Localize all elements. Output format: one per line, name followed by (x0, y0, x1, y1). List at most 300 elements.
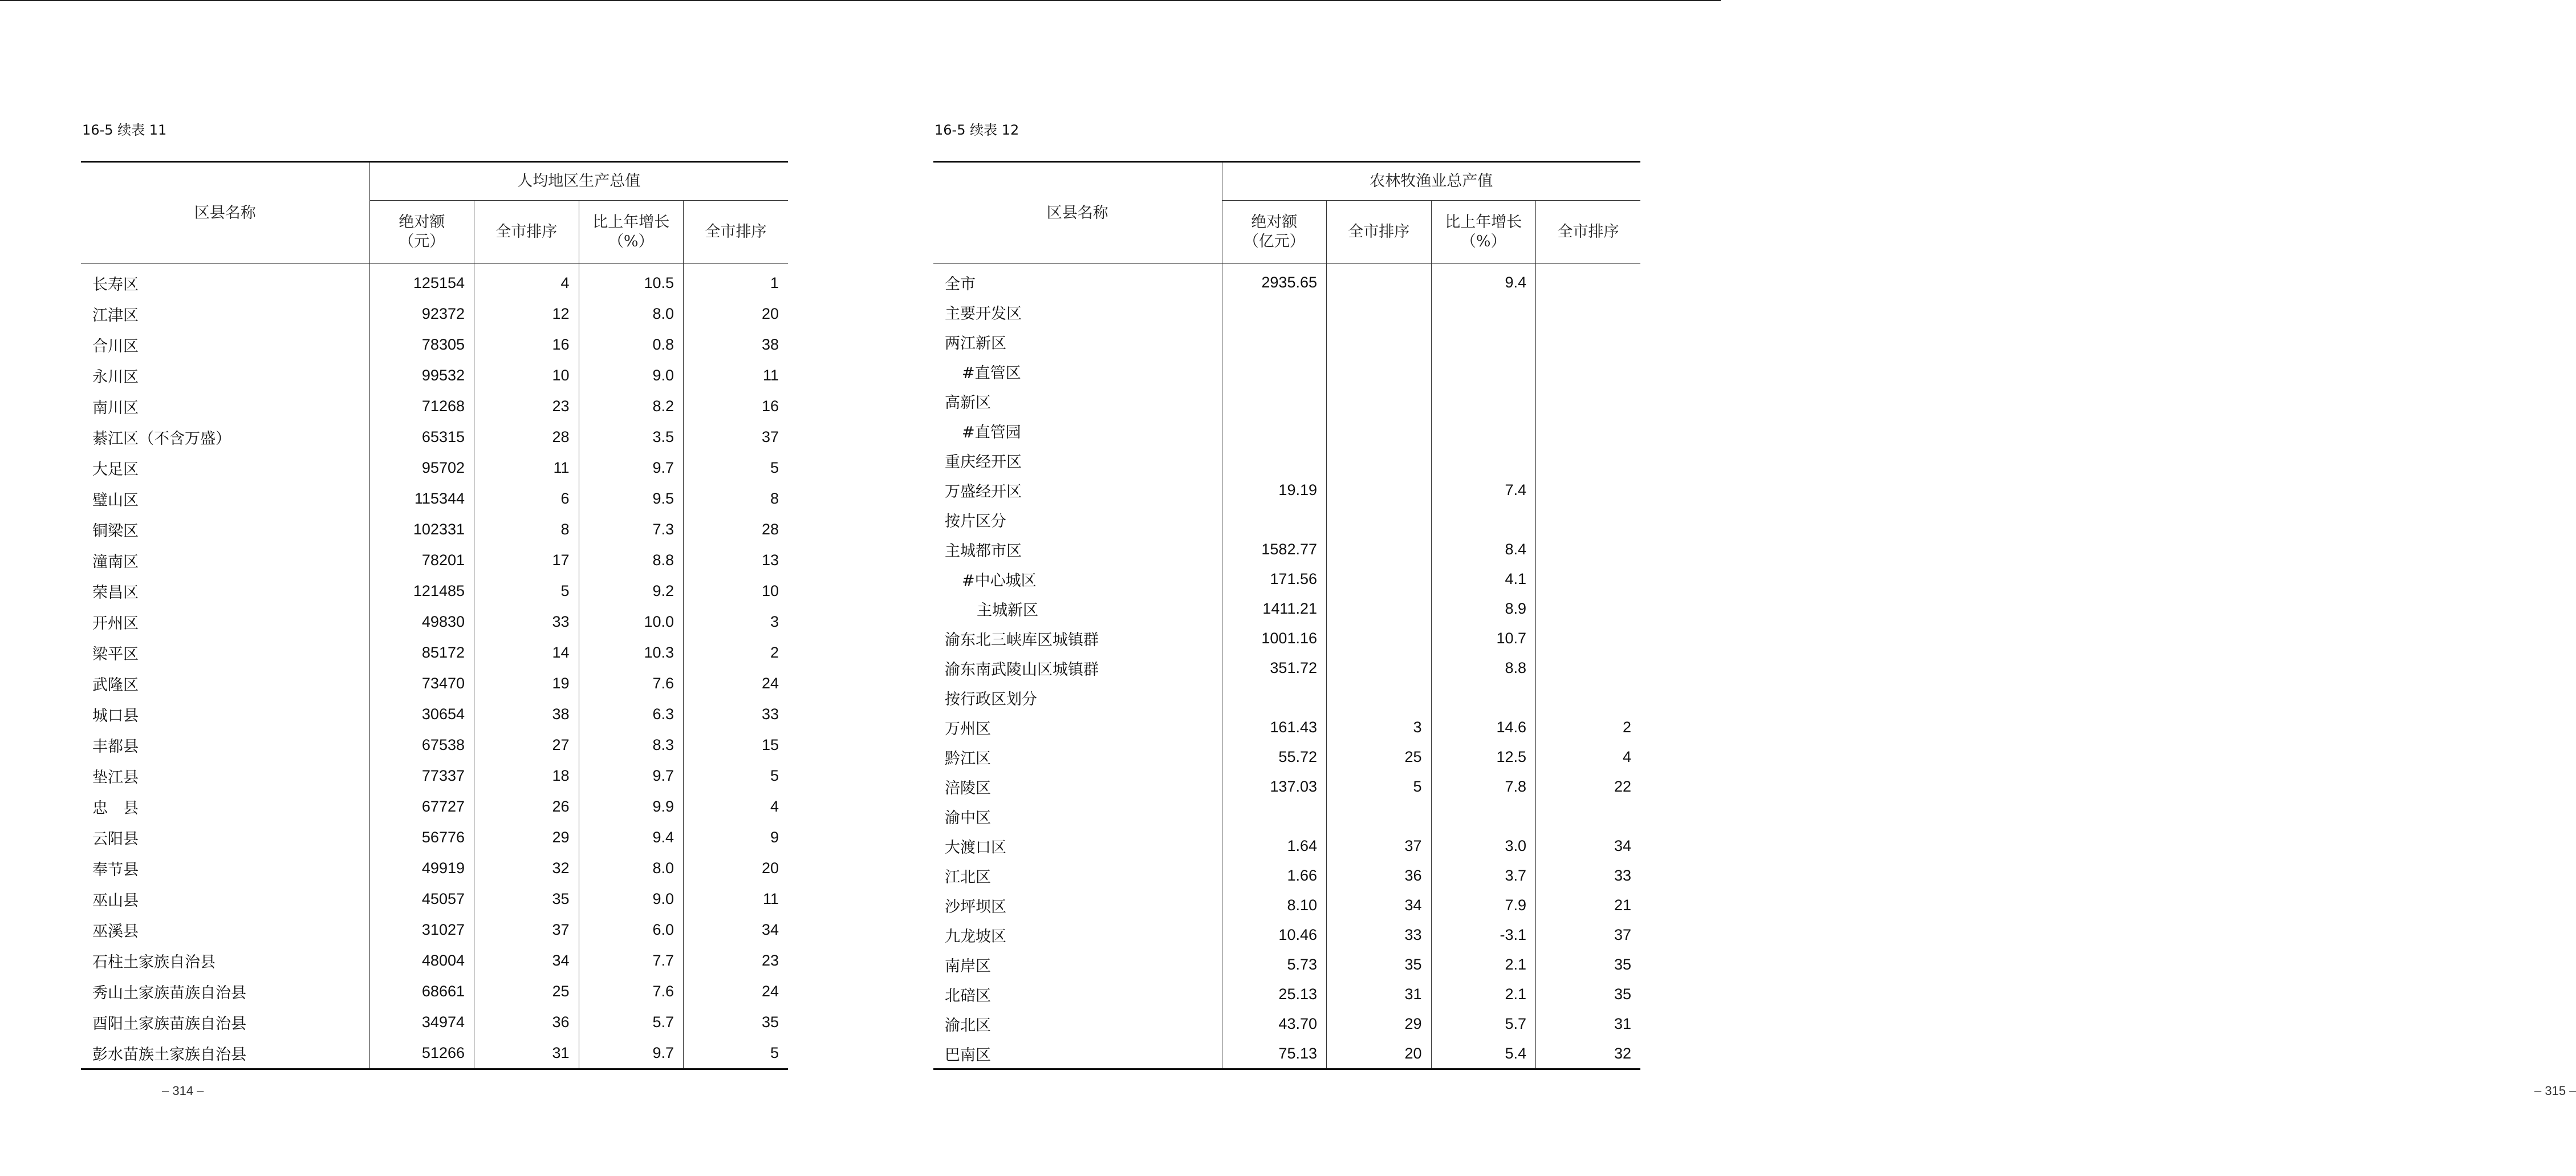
value-cell (1327, 801, 1432, 831)
district-name-cell: 大渡口区 (945, 838, 1006, 857)
value-cell: 4 (474, 264, 579, 299)
value-cell: 35 (474, 883, 579, 914)
value-cell: 36 (474, 1007, 579, 1037)
table-row (81, 668, 788, 699)
value-cell: 49830 (369, 606, 474, 637)
value-cell: 2 (1536, 712, 1641, 742)
value-cell: 10.3 (579, 637, 684, 668)
table-row (933, 979, 1640, 1009)
value-cell: 33 (1536, 861, 1641, 890)
value-cell: 4.1 (1431, 564, 1536, 594)
value-cell: 78201 (369, 545, 474, 575)
value-cell: 2.1 (1431, 950, 1536, 979)
value-cell: 19.19 (1222, 475, 1327, 505)
district-name-cell: 重庆经开区 (945, 453, 1022, 471)
value-cell (1536, 564, 1641, 594)
district-name-cell: 彭水苗族土家族自治县 (81, 1037, 369, 1069)
value-cell: 1582.77 (1222, 534, 1327, 564)
value-cell: 11 (684, 360, 789, 391)
table-row (81, 360, 788, 391)
value-cell: 35 (1536, 979, 1641, 1009)
table-row (81, 853, 788, 883)
value-cell: 10.46 (1222, 920, 1327, 950)
table-row (81, 760, 788, 791)
page-number: – 314 – (162, 1084, 204, 1098)
value-cell: 68661 (369, 976, 474, 1007)
value-cell: 28 (684, 514, 789, 545)
value-cell: 3.7 (1431, 861, 1536, 890)
value-cell (1431, 801, 1536, 831)
value-cell (1327, 534, 1432, 564)
value-cell: 45057 (369, 883, 474, 914)
value-cell: 56776 (369, 822, 474, 853)
value-cell: 6.3 (579, 699, 684, 729)
value-cell: 35 (1327, 950, 1432, 979)
column-header: 全市排序 (474, 201, 579, 264)
district-name-cell: 沙坪坝区 (945, 898, 1006, 916)
value-cell: 23 (684, 945, 789, 976)
value-cell: 25 (474, 976, 579, 1007)
value-cell: 9.4 (579, 822, 684, 853)
value-cell: 51266 (369, 1037, 474, 1069)
value-cell (1431, 416, 1536, 445)
district-name-cell: 铜梁区 (92, 522, 139, 540)
district-name-cell: 涪陵区 (945, 779, 991, 797)
value-cell: 8.8 (1431, 653, 1536, 683)
value-cell (1327, 445, 1432, 475)
value-cell: 5.4 (1431, 1039, 1536, 1069)
table-caption: 16-5 续表 11 (82, 122, 167, 138)
value-cell: -3.1 (1431, 920, 1536, 950)
district-name-cell: 万盛经开区 (945, 482, 1022, 501)
value-cell: 7.8 (1431, 772, 1536, 801)
value-cell: 95702 (369, 452, 474, 483)
district-name-cell: 全市 (945, 275, 976, 293)
district-name-cell: 奉节县 (92, 861, 139, 879)
table-row (933, 653, 1640, 683)
value-cell: 9 (684, 822, 789, 853)
value-cell (1327, 623, 1432, 653)
value-cell: 9.0 (579, 883, 684, 914)
value-cell: 34 (474, 945, 579, 976)
value-cell: 32 (1536, 1039, 1641, 1069)
value-cell: 10.7 (1431, 623, 1536, 653)
table-row (933, 831, 1640, 861)
table-row (933, 742, 1640, 772)
table-row (81, 822, 788, 853)
value-cell (1536, 264, 1641, 298)
district-name-cell: 渝北区 (945, 1016, 991, 1035)
value-cell: 92372 (369, 298, 474, 329)
value-cell (1327, 653, 1432, 683)
value-cell: 351.72 (1222, 653, 1327, 683)
value-cell: 55.72 (1222, 742, 1327, 772)
value-cell: 9.7 (579, 452, 684, 483)
district-name-cell: 永川区 (92, 368, 139, 386)
value-cell: 8.0 (579, 853, 684, 883)
value-cell: 31 (1536, 1009, 1641, 1039)
district-name-cell: 江北区 (945, 868, 991, 886)
table-row (81, 945, 788, 976)
value-cell: 4 (1536, 742, 1641, 772)
value-cell: 12 (474, 298, 579, 329)
value-cell: 29 (1327, 1009, 1432, 1039)
district-name-cell: 荣昌区 (92, 583, 139, 602)
value-cell: 31 (474, 1037, 579, 1069)
value-cell: 22 (1536, 772, 1641, 801)
value-cell: 20 (1327, 1039, 1432, 1069)
value-cell (1222, 356, 1327, 386)
value-cell (1327, 297, 1432, 327)
value-cell: 17 (474, 545, 579, 575)
value-cell: 8.8 (579, 545, 684, 575)
column-header: 比上年增长 （%） (579, 201, 684, 264)
value-cell: 32 (474, 853, 579, 883)
district-name-cell: 云阳县 (92, 830, 139, 848)
value-cell: 75.13 (1222, 1039, 1327, 1069)
table-row (933, 772, 1640, 801)
district-name-cell: 璧山区 (92, 491, 139, 509)
district-name-cell: 江津区 (92, 306, 139, 325)
table-row (81, 575, 788, 606)
value-cell: 10 (474, 360, 579, 391)
value-cell: 5 (684, 760, 789, 791)
district-name-cell: 渝东南武陵山区城镇群 (945, 660, 1099, 679)
value-cell (1536, 801, 1641, 831)
value-cell (1327, 594, 1432, 623)
value-cell: 35 (684, 1007, 789, 1037)
value-cell: 10.5 (579, 264, 684, 299)
value-cell: 14.6 (1431, 712, 1536, 742)
table-row (81, 637, 788, 668)
table-row (81, 452, 788, 483)
column-header: 全市排序 (684, 201, 789, 264)
value-cell: 115344 (369, 483, 474, 514)
value-cell: 34 (1536, 831, 1641, 861)
value-cell: 10.0 (579, 606, 684, 637)
value-cell (1222, 683, 1327, 712)
value-cell: 4 (684, 791, 789, 822)
page-number: – 315 – (2534, 1084, 2576, 1098)
gdp-per-capita-table (81, 161, 788, 1070)
table-row (933, 475, 1640, 505)
table-row (81, 483, 788, 514)
table-row (81, 1007, 788, 1037)
value-cell (1327, 356, 1432, 386)
value-cell: 31027 (369, 914, 474, 945)
district-name-cell: 武隆区 (92, 676, 139, 694)
district-column-header: 区县名称 (81, 162, 369, 264)
value-cell (1536, 594, 1641, 623)
district-name-cell: 南岸区 (945, 957, 991, 975)
district-name-cell: #直管园 (962, 423, 1021, 441)
value-cell: 23 (474, 391, 579, 421)
district-name-cell: 城口县 (92, 707, 139, 725)
value-cell: 33 (1327, 920, 1432, 950)
value-cell: 5 (684, 452, 789, 483)
value-cell: 3 (1327, 712, 1432, 742)
value-cell (1536, 386, 1641, 416)
value-cell: 5.7 (579, 1007, 684, 1037)
group-column-header: 农林牧渔业总产值 (1222, 162, 1640, 201)
value-cell: 6 (474, 483, 579, 514)
table-row (933, 623, 1640, 653)
value-cell (1536, 653, 1641, 683)
district-column-header: 区县名称 (933, 162, 1222, 264)
value-cell: 43.70 (1222, 1009, 1327, 1039)
value-cell: 26 (474, 791, 579, 822)
table-row (81, 976, 788, 1007)
value-cell: 25.13 (1222, 979, 1327, 1009)
table-row (81, 545, 788, 575)
value-cell: 16 (684, 391, 789, 421)
value-cell (1327, 327, 1432, 356)
table-row (933, 801, 1640, 831)
table-row (81, 1037, 788, 1069)
group-column-header: 人均地区生产总值 (369, 162, 788, 201)
column-header: 全市排序 (1536, 201, 1641, 264)
value-cell: 121485 (369, 575, 474, 606)
table-row (81, 298, 788, 329)
value-cell (1327, 386, 1432, 416)
value-cell: 99532 (369, 360, 474, 391)
value-cell: 49919 (369, 853, 474, 883)
value-cell: 8.10 (1222, 890, 1327, 920)
district-name-cell: 黔江区 (945, 749, 991, 768)
top-edge-rule (0, 0, 1721, 1)
district-name-cell: 合川区 (92, 337, 139, 355)
district-name-cell: 高新区 (945, 394, 991, 412)
district-name-cell: 两江新区 (945, 334, 1006, 352)
district-name-cell: 潼南区 (92, 553, 139, 571)
value-cell: 1 (684, 264, 789, 299)
value-cell: 9.9 (579, 791, 684, 822)
value-cell: 137.03 (1222, 772, 1327, 801)
value-cell (1222, 801, 1327, 831)
value-cell (1536, 623, 1641, 653)
table-row (81, 391, 788, 421)
value-cell: 7.3 (579, 514, 684, 545)
district-name-cell: 长寿区 (92, 275, 139, 294)
value-cell (1327, 505, 1432, 534)
district-name-cell: 北碚区 (945, 987, 991, 1005)
district-name-cell: 巫溪县 (92, 922, 139, 940)
value-cell: 85172 (369, 637, 474, 668)
value-cell: 37 (474, 914, 579, 945)
value-cell (1431, 505, 1536, 534)
table-row (81, 699, 788, 729)
value-cell: 71268 (369, 391, 474, 421)
district-name-cell: 酉阳土家族苗族自治县 (92, 1015, 246, 1033)
value-cell: 7.6 (579, 668, 684, 699)
value-cell: 27 (474, 729, 579, 760)
value-cell: 7.6 (579, 976, 684, 1007)
value-cell: 1001.16 (1222, 623, 1327, 653)
value-cell: 6.0 (579, 914, 684, 945)
value-cell (1222, 297, 1327, 327)
value-cell: 11 (474, 452, 579, 483)
value-cell: 10 (684, 575, 789, 606)
value-cell: 33 (684, 699, 789, 729)
value-cell: 21 (1536, 890, 1641, 920)
district-name-cell: 大足区 (92, 460, 139, 478)
district-name-cell: 主城都市区 (945, 542, 1022, 560)
value-cell: 1.66 (1222, 861, 1327, 890)
table-row (933, 861, 1640, 890)
district-name-cell: 忠 县 (92, 799, 139, 817)
district-name-cell: 南川区 (92, 399, 139, 417)
value-cell (1222, 505, 1327, 534)
value-cell (1431, 327, 1536, 356)
value-cell (1327, 475, 1432, 505)
district-name-cell: 主城新区 (977, 601, 1038, 619)
value-cell: 37 (1327, 831, 1432, 861)
table-row (933, 683, 1640, 712)
value-cell: 38 (474, 699, 579, 729)
value-cell (1536, 297, 1641, 327)
value-cell (1222, 327, 1327, 356)
value-cell: 20 (684, 853, 789, 883)
value-cell: 9.4 (1431, 264, 1536, 298)
value-cell: 28 (474, 421, 579, 452)
table-row (933, 712, 1640, 742)
value-cell (1431, 297, 1536, 327)
column-header: 全市排序 (1327, 201, 1432, 264)
district-name-cell: 开州区 (92, 614, 139, 632)
district-name-cell: 渝东北三峡库区城镇群 (945, 631, 1099, 649)
value-cell (1327, 683, 1432, 712)
district-name-cell: #中心城区 (962, 571, 1037, 590)
value-cell: 48004 (369, 945, 474, 976)
column-header: 比上年增长 （%） (1431, 201, 1536, 264)
table-caption: 16-5 续表 12 (934, 122, 1019, 138)
value-cell: 19 (474, 668, 579, 699)
value-cell: 2935.65 (1222, 264, 1327, 298)
value-cell: 8.2 (579, 391, 684, 421)
value-cell: 36 (1327, 861, 1432, 890)
table-row (933, 890, 1640, 920)
value-cell: 7.7 (579, 945, 684, 976)
table-row (81, 883, 788, 914)
district-name-cell: 九龙坡区 (945, 927, 1006, 946)
value-cell: 9.2 (579, 575, 684, 606)
value-cell: 78305 (369, 329, 474, 360)
value-cell: 3.5 (579, 421, 684, 452)
value-cell: 18 (474, 760, 579, 791)
table-row (81, 329, 788, 360)
value-cell: 5.7 (1431, 1009, 1536, 1039)
table-row (81, 729, 788, 760)
value-cell: 0.8 (579, 329, 684, 360)
value-cell: 8.9 (1431, 594, 1536, 623)
value-cell (1536, 416, 1641, 445)
value-cell: 2 (684, 637, 789, 668)
value-cell: 2.1 (1431, 979, 1536, 1009)
value-cell: 7.9 (1431, 890, 1536, 920)
table-row (933, 356, 1640, 386)
table-row (933, 416, 1640, 445)
district-name-cell: 主要开发区 (945, 305, 1022, 323)
value-cell: 34 (684, 914, 789, 945)
table-row (933, 594, 1640, 623)
table-row (81, 606, 788, 637)
value-cell: 9.7 (579, 760, 684, 791)
value-cell: 37 (1536, 920, 1641, 950)
value-cell: 20 (684, 298, 789, 329)
table-row (933, 534, 1640, 564)
table-row (933, 505, 1640, 534)
value-cell (1222, 386, 1327, 416)
agriculture-output-table (933, 161, 1640, 1070)
value-cell: 34 (1327, 890, 1432, 920)
value-cell: 73470 (369, 668, 474, 699)
district-name-cell: 垫江县 (92, 768, 139, 786)
table-row (933, 950, 1640, 979)
value-cell: 24 (684, 668, 789, 699)
value-cell: 125154 (369, 264, 474, 299)
value-cell: 5.73 (1222, 950, 1327, 979)
value-cell (1222, 416, 1327, 445)
value-cell: 15 (684, 729, 789, 760)
value-cell: 5 (1327, 772, 1432, 801)
value-cell: 31 (1327, 979, 1432, 1009)
district-name-cell: 巴南区 (933, 1039, 1222, 1069)
value-cell: 8 (474, 514, 579, 545)
value-cell: 33 (474, 606, 579, 637)
table-row (933, 920, 1640, 950)
table-row (81, 514, 788, 545)
value-cell: 77337 (369, 760, 474, 791)
value-cell: 9.0 (579, 360, 684, 391)
value-cell: 30654 (369, 699, 474, 729)
district-name-cell: 石柱土家族自治县 (92, 953, 216, 971)
table-row (933, 297, 1640, 327)
value-cell (1431, 356, 1536, 386)
table-row (933, 1009, 1640, 1039)
value-cell: 34974 (369, 1007, 474, 1037)
value-cell: 24 (684, 976, 789, 1007)
value-cell: 8.4 (1431, 534, 1536, 564)
value-cell: 12.5 (1431, 742, 1536, 772)
value-cell: 3.0 (1431, 831, 1536, 861)
value-cell: 9.5 (579, 483, 684, 514)
value-cell: 37 (684, 421, 789, 452)
value-cell (1536, 356, 1641, 386)
value-cell: 67538 (369, 729, 474, 760)
value-cell (1536, 683, 1641, 712)
value-cell: 171.56 (1222, 564, 1327, 594)
value-cell: 16 (474, 329, 579, 360)
district-name-cell: 秀山土家族苗族自治县 (92, 984, 246, 1002)
value-cell: 1411.21 (1222, 594, 1327, 623)
value-cell (1431, 445, 1536, 475)
value-cell: 102331 (369, 514, 474, 545)
district-name-cell: 丰都县 (92, 737, 139, 756)
value-cell (1327, 416, 1432, 445)
value-cell: 29 (474, 822, 579, 853)
value-cell: 25 (1327, 742, 1432, 772)
value-cell: 8.3 (579, 729, 684, 760)
value-cell: 65315 (369, 421, 474, 452)
value-cell: 9.7 (579, 1037, 684, 1069)
table-row (81, 791, 788, 822)
table-row (933, 264, 1640, 298)
table-row (933, 386, 1640, 416)
district-name-cell: 綦江区（不含万盛） (92, 429, 231, 448)
district-name-cell: 渝中区 (945, 809, 991, 827)
district-name-cell: #直管区 (962, 364, 1021, 382)
value-cell: 13 (684, 545, 789, 575)
